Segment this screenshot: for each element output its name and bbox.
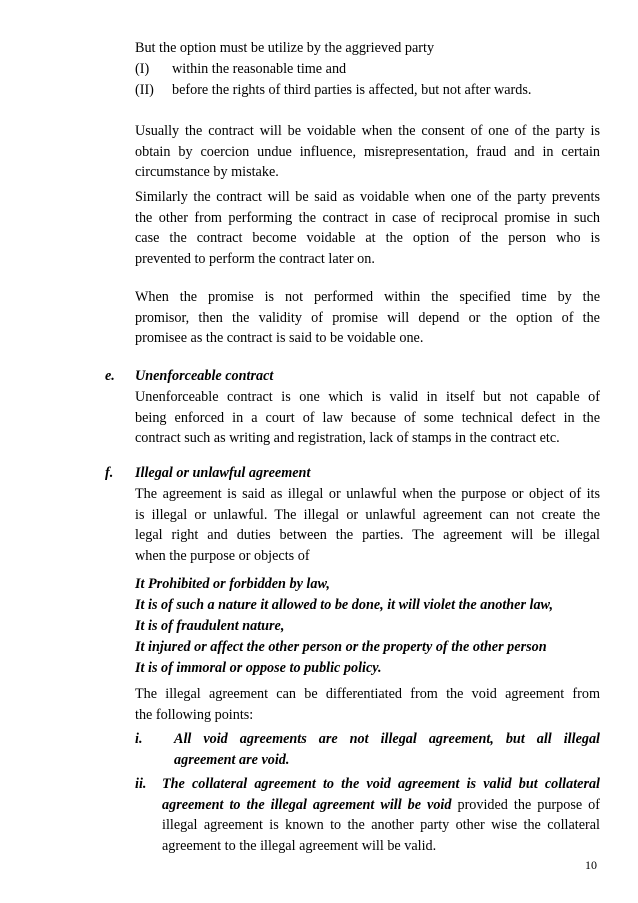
paragraph-line: prevented to perform the contract later on.: [135, 250, 375, 267]
paragraph-promise: [135, 287, 600, 349]
paragraph-line: agreement to the illegal agreement will be valid.: [162, 837, 437, 854]
list-item: It is of immoral or oppose to public policy.: [135, 660, 382, 676]
paragraph-line: legal right and duties between the parties. The agreement will be illegal: [135, 527, 600, 543]
section-f-marker: f.: [105, 465, 114, 481]
paragraph-line: promisor, then the validity of promise will depend or the option of the: [135, 309, 600, 326]
paragraph-line: The agreement is said as illegal or unlawful when the purpose or object of its: [135, 486, 600, 502]
paragraph-line: the following points:: [135, 706, 254, 723]
paragraph-line: is illegal or unlawful. The illegal or unlawful agreement can not create the: [135, 506, 600, 523]
section-f-heading: Illegal or unlawful agreement: [135, 465, 311, 481]
paragraph-line: [162, 795, 600, 816]
paragraph-line: contract such as writing and registration, lack of stamps in the contract etc.: [135, 430, 560, 446]
paragraph-line: the other from performing the contract in case of reciprocal promise in such: [135, 209, 600, 226]
paragraph-line: illegal agreement is known to the another party other wise the collateral: [162, 817, 600, 833]
paragraph-line: promisee as the contract is said to be voidable one.: [135, 330, 424, 346]
paragraph-line: obtain by coercion undue influence, misrepresentation, fraud and in certain: [135, 143, 600, 160]
point-i-number: i.: [135, 731, 143, 747]
paragraph-line: When the promise is not performed within the specified time by the: [135, 289, 600, 305]
point-ii-number: ii.: [135, 776, 147, 792]
paragraph-reciprocal: [135, 187, 600, 269]
paragraph-line: circumstance by mistake.: [135, 164, 279, 180]
paragraph-line: case the contract become voidable at the option of the person who is: [135, 230, 600, 246]
list-item: It Prohibited or forbidden by law,: [135, 576, 330, 592]
paragraph-line: Usually the contract will be voidable when the consent of one of the party is: [135, 123, 600, 139]
intro-item-1-number: (I): [135, 61, 150, 77]
section-e-marker: e.: [105, 368, 115, 384]
paragraph-line: The collateral agreement to the void agreement is valid but collateral: [162, 776, 600, 792]
paragraph-line: Similarly the contract will be said as voidable when one of the party prevents: [135, 189, 600, 205]
page-number: 10: [585, 858, 597, 872]
paragraph-line: being enforced in a court of law because of some technical defect in the: [135, 409, 600, 426]
section-e-heading: Unenforceable contract: [135, 368, 274, 384]
paragraph-line: agreement are void.: [174, 751, 290, 768]
point-ii-text: [162, 774, 600, 856]
point-i-text: [174, 729, 600, 770]
intro-item-1-text: within the reasonable time and: [172, 61, 347, 77]
intro-line: But the option must be utilize by the aggrieved party: [135, 40, 435, 56]
paragraph-line: All void agreements are not illegal agreement, but all illegal: [174, 731, 600, 747]
section-f-body: [135, 484, 600, 566]
intro-item-2-text: before the rights of third parties is affected, but not after wards.: [172, 82, 532, 98]
intro-item-2-number: (II): [135, 82, 154, 98]
list-item: It is of such a nature it allowed to be done, it will violet the another law,: [135, 597, 554, 613]
differentiation-paragraph: [135, 684, 600, 725]
section-e-body: [135, 387, 600, 449]
list-item: It is of fraudulent nature,: [135, 618, 285, 634]
list-item: It injured or affect the other person or the property of the other person: [135, 639, 547, 655]
paragraph-consent: [135, 121, 600, 183]
illegal-conditions-list: [135, 574, 600, 679]
paragraph-line: when the purpose or objects of: [135, 547, 310, 564]
paragraph-line: Unenforceable contract is one which is valid in itself but not capable of: [135, 389, 600, 405]
emphasis-text: agreement to the illegal agreement will be void: [162, 796, 452, 813]
paragraph-line: The illegal agreement can be differentiated from the void agreement from: [135, 686, 600, 702]
plain-text: provided the purpose of: [451, 796, 600, 813]
